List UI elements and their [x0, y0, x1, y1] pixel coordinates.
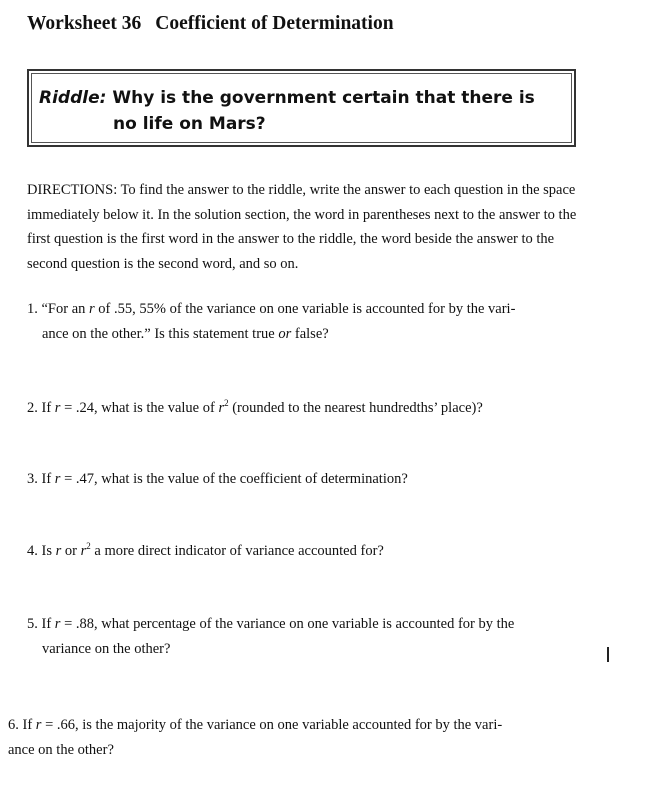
q6-continuation: ance on the other?	[8, 741, 114, 758]
question-1	[27, 297, 515, 346]
q2-var-r: r	[54, 400, 61, 416]
q4-text-c: a more direct indicator of variance accounted for?	[90, 543, 384, 559]
q4-var-r: r	[55, 543, 62, 559]
q1-text-b: of .55, 55% of the variance on one variable is accounted for by the vari-	[94, 301, 516, 317]
question-6	[8, 713, 502, 762]
q2-var-r-squared: r	[218, 400, 225, 416]
text-cursor	[607, 647, 609, 662]
q1-text-d: false?	[291, 325, 329, 342]
q2-text-b: = .24, what is the value of	[60, 400, 219, 416]
riddle-label: Riddle:	[39, 88, 107, 108]
q5-continuation: variance on the other?	[42, 640, 171, 657]
q2-text-a: 2. If	[27, 400, 55, 416]
directions-paragraph: DIRECTIONS: To find the answer to the riddle, write the answer to each question in the space immediately below it. In the solution section, the word in parentheses next to the answer to the first question is the first word in the answer to the riddle, the word beside the answer to the second question is the second word, and so on.	[27, 182, 577, 272]
riddle-line-1: Why is the government certain that there is	[112, 88, 535, 108]
q6-text-a: 6. If	[8, 717, 36, 733]
q3-text-a: 3. If	[27, 471, 55, 487]
q6-var-r: r	[35, 717, 42, 733]
worksheet-number: Worksheet 36	[27, 13, 142, 34]
q3-var-r: r	[54, 471, 61, 487]
q1-continuation	[27, 322, 515, 347]
worksheet-topic: Coefficient of Determination	[155, 13, 394, 34]
q4-var-r-squared: r	[80, 543, 87, 559]
q4-text-a: 4. Is	[27, 543, 56, 559]
q1-or: or	[278, 325, 292, 342]
q6-text-b: = .66, is the majority of the variance on one variable accounted for by the vari-	[41, 717, 503, 733]
q1-var-r: r	[89, 301, 95, 317]
question-2	[27, 396, 483, 421]
q5-text-a: 5. If	[27, 616, 55, 632]
riddle-text	[39, 85, 566, 137]
q2-exponent: 2	[224, 398, 229, 408]
q4-exponent: 2	[86, 541, 91, 551]
q3-text-b: = .47, what is the value of the coefficient of determination?	[60, 471, 408, 487]
q1-text-c: ance on the other.” Is this statement true	[42, 325, 279, 342]
q1-text-a: 1. “For an	[27, 301, 90, 317]
q4-text-b: or	[61, 543, 81, 559]
q5-var-r: r	[54, 616, 61, 632]
question-4	[27, 539, 384, 564]
q2-text-c: (rounded to the nearest hundredths’ place)?	[228, 400, 483, 416]
worksheet-title	[27, 13, 394, 35]
q5-text-b: = .88, what percentage of the variance on one variable is accounted for by the	[60, 616, 515, 632]
question-3	[27, 467, 408, 492]
riddle-line-2: no life on Mars?	[113, 114, 266, 134]
question-5	[27, 612, 514, 661]
riddle-box	[27, 69, 576, 147]
